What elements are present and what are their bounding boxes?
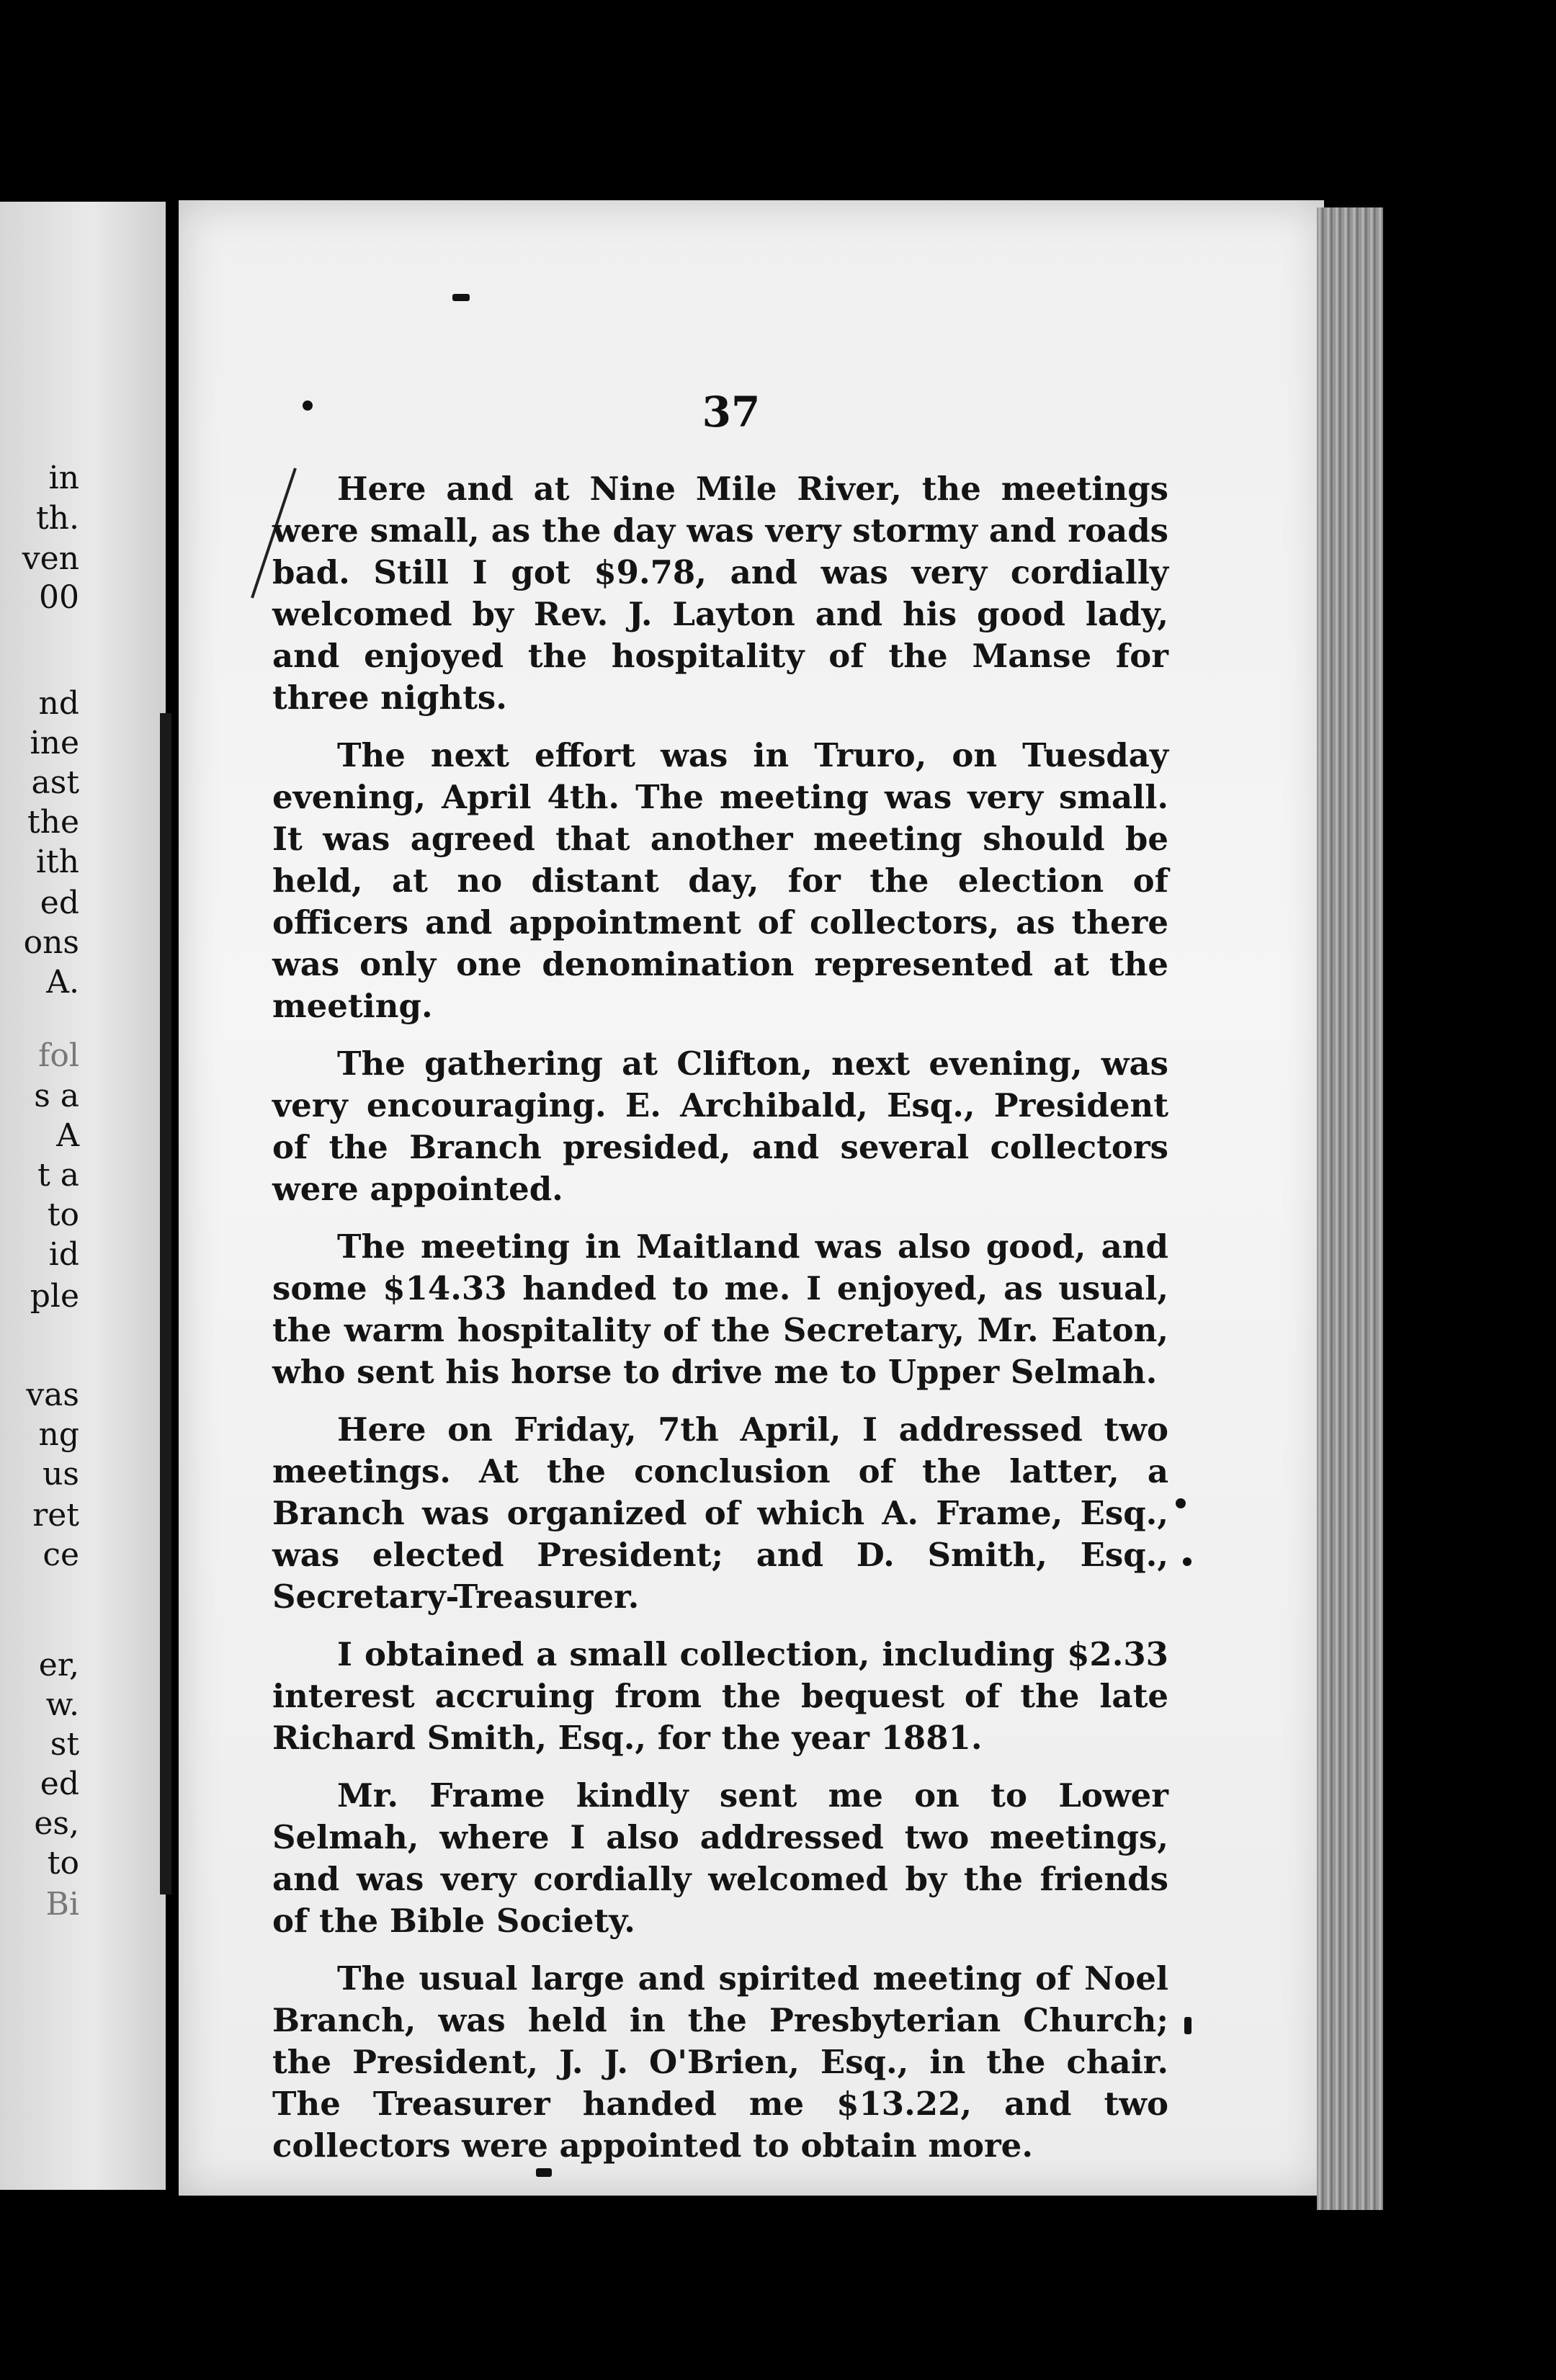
page-number: 37 <box>702 388 761 437</box>
left-fragment: in <box>48 460 79 496</box>
left-fragment: th. <box>35 500 79 537</box>
paragraph: Here and at Nine Mile River, the meetings were small, as the day was very stormy and roads bad. Still I got $9.78, and was very cordially welcomed by Rev. J. Layton and his good lady, and enjoyed the hospitality of the Manse for three nights. <box>272 470 1168 717</box>
left-fragment: ast <box>31 764 79 801</box>
ink-speck <box>1183 1557 1191 1566</box>
paragraph: The usual large and spirited meeting of Noel Branch, was held in the Presbyterian Church; the President, J. J. O'Brien, Esq., in the chair. The Treasurer handed me $13.22, and two collectors were appointed to obtain more. <box>272 1959 1168 2165</box>
left-fragment: es, <box>34 1805 79 1842</box>
left-fragment: A <box>56 1117 79 1154</box>
left-fragment: ven <box>22 540 79 577</box>
left-fragment: id <box>48 1236 79 1273</box>
left-fragment: ed <box>40 885 79 921</box>
left-fragment: s a <box>34 1078 79 1114</box>
paragraph: Mr. Frame kindly sent me on to Lower Selmah, where I also addressed two meetings, and was very cordially welcomed by the friends of the Bible Society. <box>272 1776 1168 1940</box>
left-fragment: Bi <box>45 1886 79 1923</box>
left-fragment: 00 <box>39 579 79 616</box>
ink-speck <box>303 401 313 411</box>
left-fragment: vas <box>26 1377 79 1413</box>
paragraph: Here on Friday, 7th April, I addressed two meetings. At the conclusion of the latter, a Branch was organized of which A. Frame, Esq., was elected President; and D. Smith, Esq., Secretary-Treasurer. <box>272 1410 1168 1616</box>
left-fragment: to <box>47 1196 79 1233</box>
paragraph: The meeting in Maitland was also good, and some $14.33 handed to me. I enjoyed, as usual, the warm hospitality of the Secretary, Mr. Eaton, who sent his horse to drive me to Upper Selmah. <box>272 1227 1168 1391</box>
page-gutter <box>160 713 171 1894</box>
left-fragment: us <box>43 1456 79 1493</box>
left-fragment: ng <box>38 1416 79 1453</box>
page-text <box>272 468 1168 2183</box>
paragraph: The gathering at Clifton, next evening, was very encouraging. E. Archibald, Esq., President of the Branch presided, and several collectors were appointed. <box>272 1044 1168 1208</box>
left-fragment: the <box>27 804 79 841</box>
ink-speck <box>1184 2017 1191 2034</box>
left-fragment: ed <box>40 1766 79 1802</box>
left-fragment: ith <box>35 844 79 880</box>
left-fragment: nd <box>38 685 79 722</box>
left-fragment: to <box>47 1845 79 1882</box>
left-fragment: w. <box>45 1686 79 1723</box>
left-fragment: er, <box>38 1647 79 1683</box>
ink-speck <box>1176 1498 1186 1508</box>
left-fragment: fol <box>38 1037 79 1074</box>
left-fragment: ons <box>23 924 79 961</box>
left-fragment: st <box>50 1726 79 1763</box>
left-fragment: ple <box>30 1278 79 1315</box>
left-fragment: ret <box>32 1497 79 1534</box>
page-edges <box>1317 207 1383 2210</box>
left-fragment: A. <box>46 964 79 1001</box>
paragraph: I obtained a small collection, including $2.33 interest accruing from the bequest of the late Richard Smith, Esq., for the year 1881. <box>272 1635 1168 1757</box>
ink-speck <box>452 294 470 301</box>
left-fragment: t a <box>37 1157 79 1194</box>
paragraph: The next effort was in Truro, on Tuesday evening, April 4th. The meeting was very small. It was agreed that another meeting should be held, at no distant day, for the election of officers and appointment of collectors, as there was only one denomination represented at the meeting. <box>272 736 1168 1025</box>
left-fragment: ce <box>43 1536 79 1573</box>
left-fragment: ine <box>30 725 79 761</box>
